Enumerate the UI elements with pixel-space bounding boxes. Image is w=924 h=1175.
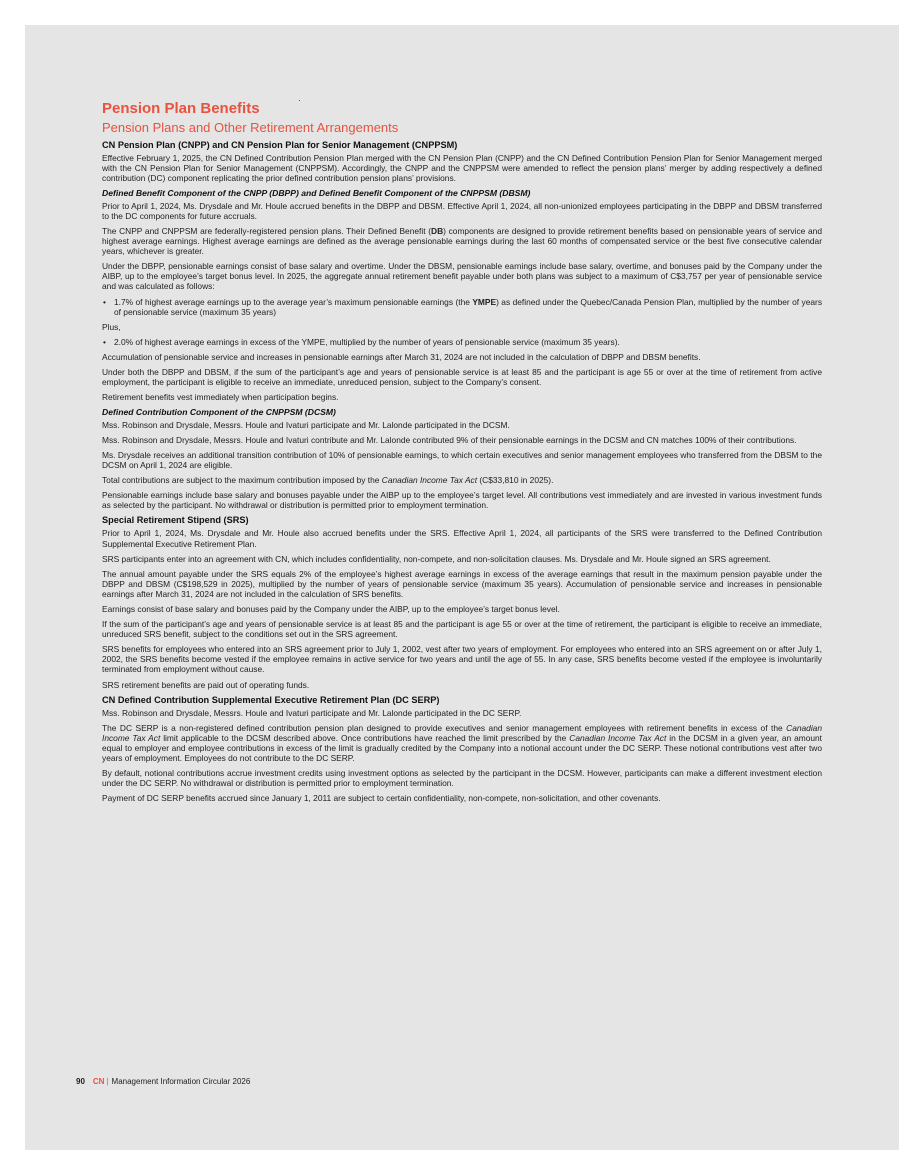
text-run: (C$33,810 in 2025). [477, 475, 554, 486]
paragraph: If the sum of the participant’s age and years of pensionable service is at least 85 and the participant is age 55 or over at the time of retirement, the participant is eligible to receive an immediate, unreduced SRS benefit, subject to the conditions set out in the SRS agreement. [102, 619, 822, 640]
brand-logo-text: CN [92, 1077, 105, 1086]
paragraph: Mss. Robinson and Drysdale, Messrs. Houle and Ivaturi contribute and Mr. Lalonde contributed 9% of their pensionable earnings in the DCSM and CN matches 100% of their contributions. [102, 434, 797, 445]
paragraph: Mss. Robinson and Drysdale, Messrs. Houle and Ivaturi participate and Mr. Lalonde participated in the DC SERP. [102, 707, 522, 718]
text-run: 1.7% of highest average earnings up to the average year’s maximum pensionable earnings (the [114, 296, 473, 307]
text-run: The DC SERP is a non-registered defined contribution pension plan designed to provide executives and senior management employees with retirement benefits in excess of the [102, 722, 787, 733]
document-page [25, 25, 899, 1150]
paragraph [102, 723, 822, 763]
paragraph: SRS benefits for employees who entered into an SRS agreement prior to July 1, 2002, vest after two years of employment. For employees who entered into an SRS agreement on or after July 1, 2002, the SRS benefits become vested if the employee remains in active service for two years and until the age of 55. In any case, SRS benefits become vested if the employee is involuntarily terminated from employment without cause. [102, 644, 822, 675]
paragraph: Mss. Robinson and Drysdale, Messrs. Houle and Ivaturi participate and Mr. Lalonde participated in the DCSM. [102, 419, 510, 430]
text-run: ) components are designed to provide retirement benefits based on pensionable years of service and highest average earnings. Highest average earnings are defined as the average pensionable earnings during the last 60 months of compensated service or the best five consecutive calendar years, whichever is greater. [102, 225, 822, 257]
page-content [102, 100, 822, 808]
paragraph: Effective February 1, 2025, the CN Defined Contribution Pension Plan merged with the CN Pension Plan (CNPP) and the CN Defined Contribution Pension Plan for Senior Management merged with the CN Pension Plan for Senior Management (CNPPSM). Accordingly, the CNPP and the CNPPSM were amended to reflect the pension plans’ merger by adding respectively a defined contribution (DC) component replicating the prior defined contribution pension plans’ provisions. [102, 153, 822, 184]
paragraph: Ms. Drysdale receives an additional transition contribution of 10% of pensionable earnings, to which certain executives and senior management employees who transferred from the DBSM to the DCSM on April 1, 2024 are eligible. [102, 449, 822, 471]
section-heading-cnpp: CN Pension Plan (CNPP) and CN Pension Plan for Senior Management (CNPPSM) [102, 140, 458, 150]
page-footer [76, 1077, 250, 1086]
paragraph: SRS retirement benefits are paid out of operating funds. [102, 679, 310, 690]
section-heading-dbpp-dbsm: Defined Benefit Component of the CNPP (DBPP) and Defined Benefit Component of the CNPPSM (DBSM) [102, 188, 531, 199]
text-run: limit applicable to the DCSM described above. Once contributions have reached the limit prescribed by the [160, 732, 570, 743]
paragraph: Earnings consist of base salary and bonuses paid by the Company under the AIBP, up to the employee’s target bonus level. [102, 604, 560, 614]
list-item: • 2.0% of highest average earnings in excess of the YMPE, multiplied by the number of years of pensionable service (maximum 35 years). [102, 337, 822, 347]
section-heading-dcsm: Defined Contribution Component of the CNPPSM (DCSM) [102, 407, 336, 418]
paragraph: Plus, [102, 321, 121, 332]
defined-term: DB [431, 225, 444, 236]
section-heading-dc-serp: CN Defined Contribution Supplemental Executive Retirement Plan (DC SERP) [102, 694, 440, 705]
paragraph [102, 226, 822, 256]
page-number: 90 [76, 1077, 85, 1086]
paragraph: Pensionable earnings include base salary and bonuses payable under the AIBP up to the employee’s target level. All contributions vest immediately and are invested in various investment funds as selected by the participant. No withdrawal or distribution is permitted prior to employment termination. [102, 490, 822, 511]
text-run: Total contributions are subject to the maximum contribution imposed by the [102, 475, 382, 486]
paragraph: The annual amount payable under the SRS equals 2% of the employee’s highest average earnings in excess of the average earnings that result in the maximum pension payable under the DBPP and DBSM (C$198,529 in 2025), multiplied by the number of years of pensionable service (maximum 35 years). Accumulation of pensionable service and increases in pensionable earnings after March 31, 2024 are not included in the calculation of SRS benefits. [102, 568, 822, 599]
paragraph: By default, notional contributions accrue investment credits using investment options as selected by the participant in the DCSM. However, participants can make a different investment election under the DC SERP. No withdrawal or distribution is permitted prior to employment termination. [102, 768, 822, 789]
text-run: in the DCSM in a given year, an amount equal to employer and employee contributions in excess of the limit is gradually credited by the Company into a notional account under the DC SERP. These notional contributions vest after two years of employment. Employees do not contribute to the DC SERP. [102, 732, 823, 764]
paragraph: Payment of DC SERP benefits accrued since January 1, 2011 are subject to certain confidentiality, non-compete, non-solicitation, and other covenants. [102, 793, 661, 804]
section-heading-srs: Special Retirement Stipend (SRS) [102, 515, 249, 526]
page-subtitle: Pension Plans and Other Retirement Arrangements [102, 120, 399, 135]
document-title: Management Information Circular 2026 [111, 1077, 251, 1086]
paragraph: Retirement benefits vest immediately when participation begins. [102, 392, 339, 403]
paragraph: Prior to April 1, 2024, Ms. Drysdale and Mr. Houle also accrued benefits under the SRS. Effective April 1, 2024, all participants of the SRS were transferred to the Defined Contribution Supplemental Executive Retirement Plan. [102, 528, 822, 549]
paragraph: Under both the DBPP and DBSM, if the sum of the participant’s age and years of pensionable service is at least 85 and the participant is age 55 or over at the time of retirement from active employment, the participant is eligible to receive an immediate, unreduced pension, subject to the Company’s consent. [102, 367, 822, 388]
act-name: Canadian Income Tax Act [569, 732, 667, 743]
act-name: Canadian Income Tax Act [102, 722, 822, 743]
bullet-list [102, 337, 822, 347]
bullet-list [102, 297, 822, 317]
paragraph: SRS participants enter into an agreement with CN, which includes confidentiality, non-compete, and non-solicitation clauses. Ms. Drysdale and Mr. Houle signed an SRS agreement. [102, 553, 771, 564]
paragraph [102, 475, 822, 485]
text-run: The CNPP and CNPPSM are federally-registered pension plans. Their Defined Benefit ( [102, 225, 432, 236]
page-title: Pension Plan Benefits [102, 100, 260, 117]
paragraph: Accumulation of pensionable service and increases in pensionable earnings after March 31, 2024 are not included in the calculation of DBPP and DBSM benefits. [102, 351, 701, 362]
defined-term: YMPE [472, 296, 497, 307]
paragraph: Under the DBPP, pensionable earnings consist of base salary and overtime. Under the DBSM, pensionable earnings include base salary, overtime, and bonuses paid by the Company under the AIBP, up to the employee’s target bonus level. In 2025, the aggregate annual retirement benefit payable under both plans was subject to a maximum of C$3,757 per year of pensionable service and was calculated as follows: [102, 261, 822, 292]
act-name: Canadian Income Tax Act [381, 475, 478, 486]
text-run: ) as defined under the Quebec/Canada Pension Plan, multiplied by the number of years of pensionable service (maximum 35 years) [114, 296, 823, 317]
footer-separator: | [106, 1077, 109, 1086]
list-item [102, 297, 822, 317]
paragraph: Prior to April 1, 2024, Ms. Drysdale and Mr. Houle accrued benefits in the DBPP and DBSM. Effective April 1, 2024, all non-unionized employees participating in the DBPP and DBSM transferred to the DC components for future accruals. [102, 200, 822, 221]
